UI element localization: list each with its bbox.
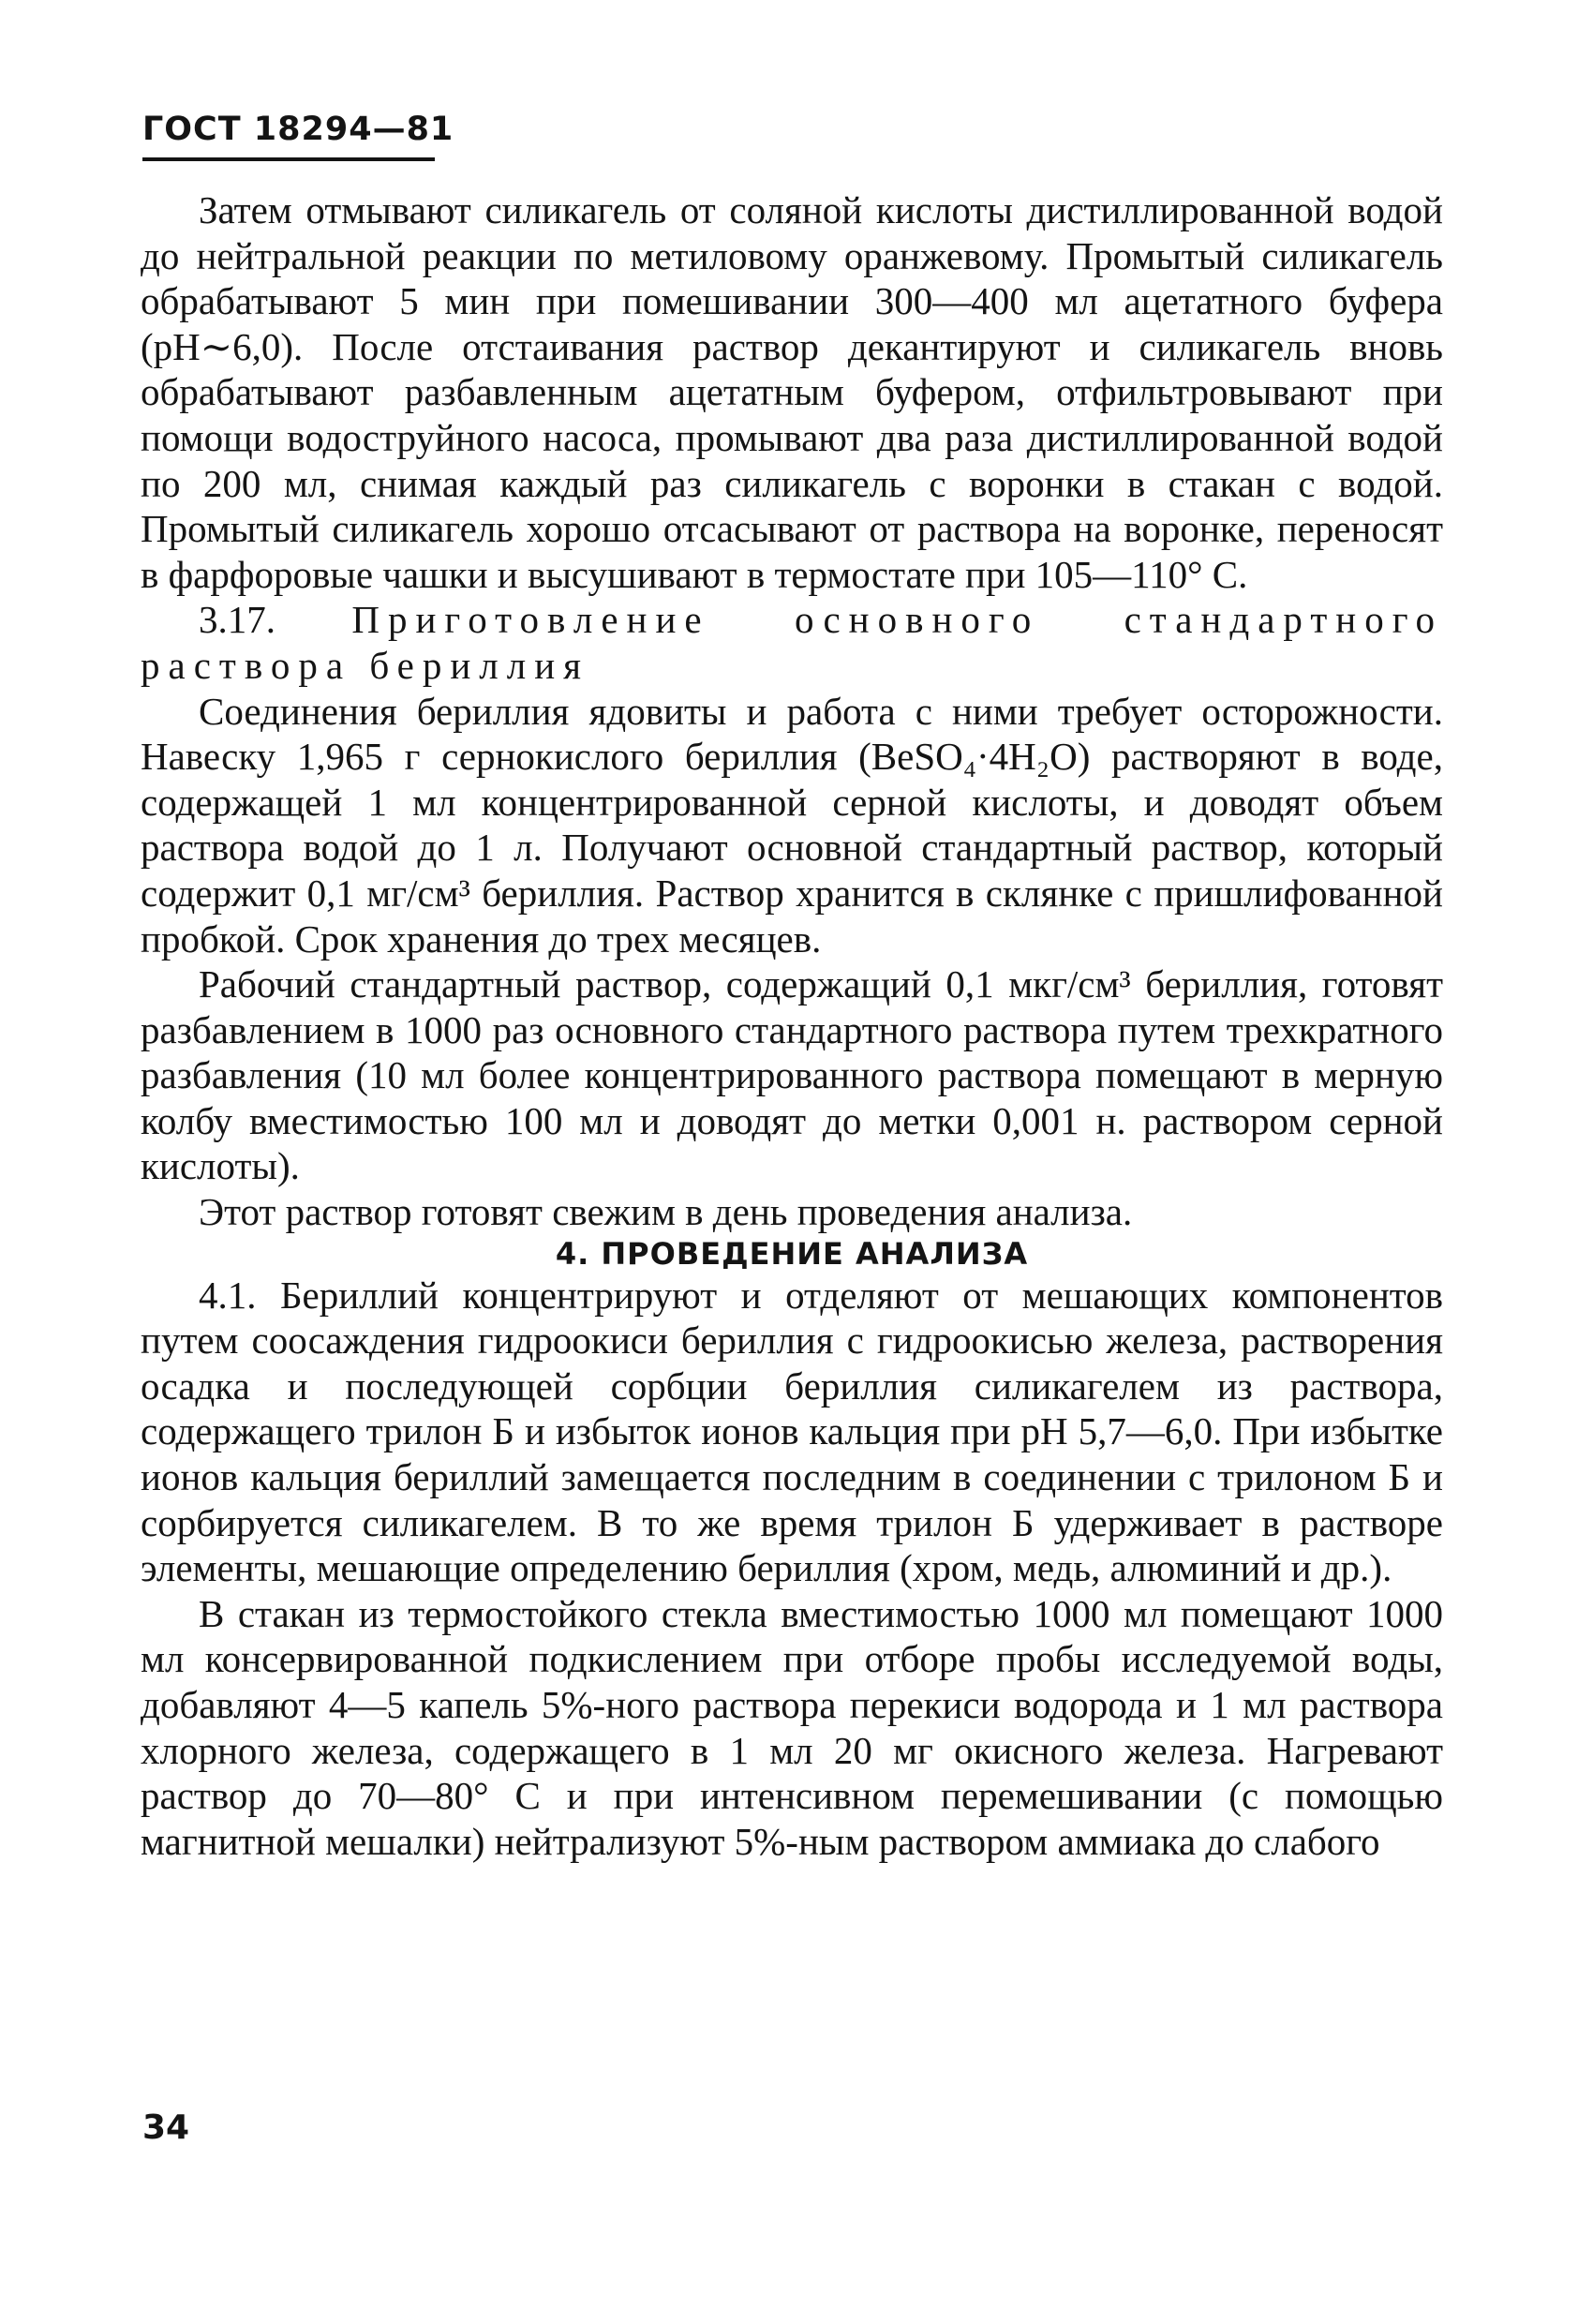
- page-body: [141, 187, 1443, 1864]
- section-3-17-heading: [141, 597, 1443, 688]
- section-title: Приготовление основного стандартного раствора бериллия: [141, 598, 1443, 687]
- paragraph-procedure: В стакан из термостойкого стекла вместимостью 1000 мл помещают 1000 мл консервированной подкислением при отборе пробы исследуемой воды, добавляют 4—5 капель 5%-ного раствора перекиси водорода и 1 мл раствора хлорного железа, содержащего в 1 мл 20 мг окисного железа. Нагревают раствор до 70—80° С и при интенсивном перемешивании (с помощью магнитной мешалки) нейтрализуют 5%-ным раствором аммиака до слабого: [141, 1591, 1443, 1863]
- section-number: 3.17.: [199, 598, 275, 642]
- document-header: ГОСТ 18294—81: [142, 111, 454, 148]
- paragraph-beryllium-stock: Соединения бериллия ядовиты и работа с ними требует осторожности. Навеску 1,965 г сернокислого бериллия (BeSO₄·4H₂O) растворяют в воде, содержащей 1 мл концентрированной серной кислоты, и доводят объем раствора водой до 1 л. Получают основной стандартный раствор, который содержит 0,1 мг/см³ бериллия. Раствор хранится в склянке с пришлифованной пробкой. Срок хранения до трех месяцев.: [141, 689, 1443, 961]
- paragraph-working-standard: Рабочий стандартный раствор, содержащий 0,1 мкг/см³ бериллия, готовят разбавлением в 1000 раз основного стандартного раствора путем трехкратного разбавления (10 мл более концентрированного раствора помещают в мерную колбу вместимостью 100 мл и доводят до метки 0,001 н. раствором серной кислоты).: [141, 962, 1443, 1188]
- paragraph-fresh-solution: Этот раствор готовят свежим в день проведения анализа.: [199, 1190, 1133, 1234]
- paragraph-rinse-silica: Затем отмывают силикагель от соляной кислоты дистиллированной водой до нейтральной реакции по метиловому оранжевому. Промытый силикагель обрабатывают 5 мин при помешивании 300—400 мл ацетатного буфера (pH∼6,0). После отстаивания раствор декантируют и силикагель вновь обрабатывают разбавленным ацетатным буфером, отфильтровывают при помощи водоструйного насоса, промывают два раза дистиллированной водой по 200 мл, снимая каждый раз силикагель с воронки в стакан с водой. Промытый силикагель хорошо отсасывают от раствора на воронке, переносят в фарфоровые чашки и высушивают в термостате при 105—110° С.: [141, 188, 1443, 596]
- page-number: 34: [142, 2108, 190, 2147]
- section-4-title: 4. ПРОВЕДЕНИЕ АНАЛИЗА: [555, 1235, 1029, 1272]
- paragraph-4-1: 4.1. Бериллий концентрируют и отделяют от мешающих компонентов путем соосаждения гидроокиси бериллия с гидроокисью железа, растворения осадка и последующей сорбции бериллия силикагелем из раствора, содержащего трилон Б и избыток ионов кальция при pH 5,7—6,0. При избытке ионов кальция бериллий замещается последним в соединении с трилоном Б и сорбируется силикагелем. В то же время трилон Б удерживает в растворе элементы, мешающие определению бериллия (хром, медь, алюминий и др.).: [141, 1273, 1443, 1590]
- header-rule: [142, 157, 435, 161]
